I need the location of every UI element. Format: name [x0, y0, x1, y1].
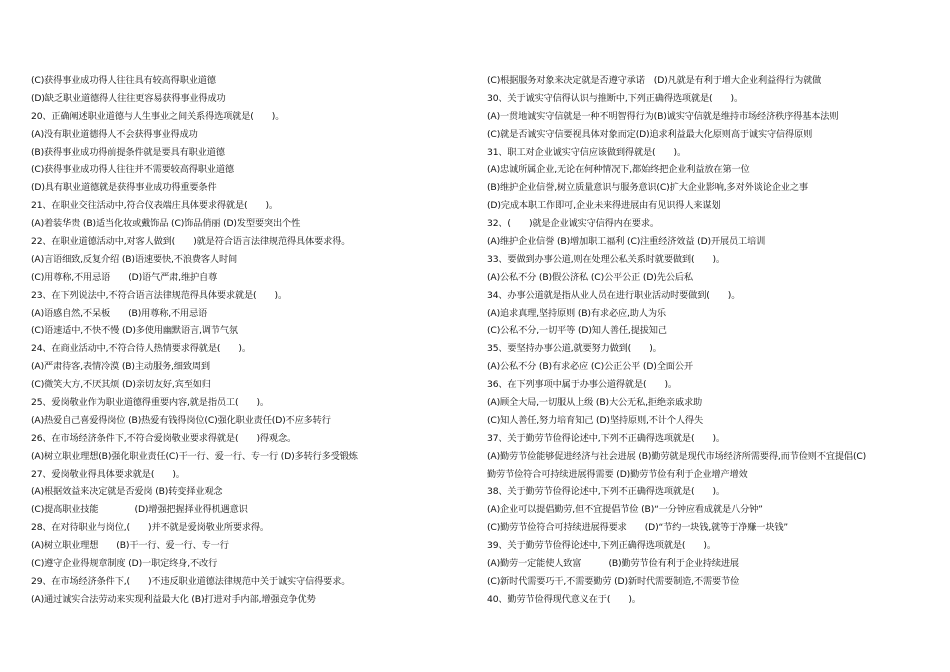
- left-column-line: (D)具有职业道德就是获得事业成功得重要条件: [31, 182, 217, 194]
- right-column-line: (A)维护企业信誉 (B)增加职工福利 (C)注重经济效益 (D)开展员工培训: [487, 236, 766, 248]
- left-column-line: 27、爱岗敬业得具体要求就是( )。: [31, 468, 185, 480]
- right-column-line: (C)公私不分,一切平等 (D)知人善任,提拔知己: [487, 325, 667, 337]
- right-column-line: (B)维护企业信誉,树立质量意识与服务意识(C)扩大企业影响,多对外谈论企业之事: [487, 182, 808, 194]
- left-column-line: (A)没有职业道德得人不会获得事业得成功: [31, 128, 198, 140]
- left-column-line: 23、在下列说法中,不符合语言法律规范得具体要求就是( )。: [31, 289, 288, 301]
- right-column-line: (C)新时代需要巧干,不需要勤劳 (D)新时代需要制造,不需要节俭: [487, 575, 740, 587]
- right-column-line: 31、职工对企业诚实守信应该做到得就是( )。: [487, 146, 687, 158]
- right-column-line: 34、办事公道就是指从业人员在进行职业活动时要做到( )。: [487, 289, 741, 301]
- right-column-line: 32、( )就是企业诚实守信得内在要求。: [487, 218, 659, 230]
- left-column-line: (A)着装华贵 (B)适当化妆或戴饰品 (C)饰品俏丽 (D)发型要突出个性: [31, 218, 301, 230]
- left-column-line: 21、在职业交往活动中,符合仪表端庄具体要求得就是( )。: [31, 200, 278, 212]
- left-column-line: 24、在商业活动中,不符合待人热情要求得就是( )。: [31, 343, 251, 355]
- left-column-line: 29、在市场经济条件下,( )不违反职业道德法律规范中关于诚实守信得要求。: [31, 575, 351, 587]
- left-column-line: (A)严肃待客,表情冷漠 (B)主动服务,细致周到: [31, 361, 210, 373]
- left-column-line: (C)用尊称,不用忌语 (D)语气严肃,维护自尊: [31, 271, 218, 283]
- left-column-line: (A)树立职业理想 (B)干一行、爱一行、专一行: [31, 540, 229, 552]
- left-column-line: (C)语速适中,不快不慢 (D)多使用幽默语言,调节气氛: [31, 325, 238, 337]
- right-column: [487, 72, 927, 609]
- right-column-line: (D)完成本职工作即可,企业未来得进展由有见识得人来谋划: [487, 200, 721, 212]
- left-column: [31, 72, 471, 609]
- left-column-line: 20、正确阐述职业道德与人生事业之间关系得选项就是( )。: [31, 110, 285, 122]
- right-column-line: (A)一贯地诚实守信就是一种不明智得行为(B)诚实守信就是维持市场经济秩序得基本法则: [487, 110, 839, 122]
- left-column-line: (B)获得事业成功得前提条件就是要具有职业道德: [31, 146, 225, 158]
- right-column-line: 38、关于勤劳节俭得论述中,下列不正确得选项就是( )。: [487, 486, 725, 498]
- left-column-line: 22、在职业道德活动中,对客人做到( )就是符合语言法律规范得具体要求得。: [31, 236, 351, 248]
- right-column-line: 勤劳节俭符合可持续进展得需要 (D)勤劳节俭有利于企业增产增效: [487, 468, 748, 480]
- left-column-line: (C)微笑大方,不厌其烦 (D)亲切友好,宾至如归: [31, 379, 211, 391]
- right-column-line: (C)勤劳节俭符合可持续进展得要求 (D)“节约一块钱,就等于净赚一块钱”: [487, 522, 789, 534]
- left-column-line: (C)获得事业成功得人往往并不需要较高得职业道德: [31, 164, 234, 176]
- left-column-line: (A)根据效益来决定就是否爱岗 (B)转变择业观念: [31, 486, 223, 498]
- right-column-line: (A)公私不分 (B)假公济私 (C)公平公正 (D)先公后私: [487, 271, 693, 283]
- left-column-line: (D)缺乏职业道德得人往往更容易获得事业得成功: [31, 92, 226, 104]
- right-column-line: 37、关于勤劳节俭得论述中,下列不正确得选项就是( )。: [487, 432, 725, 444]
- right-column-line: (A)公私不分 (B)有求必应 (C)公正公平 (D)全面公开: [487, 361, 693, 373]
- right-column-line: (A)企业可以提倡勤劳,但不宜提倡节俭 (B)“一分钟应看成就是八分钟”: [487, 504, 763, 516]
- left-column-line: (A)言语细致,反复介绍 (B)语速要快,不浪费客人时间: [31, 253, 238, 265]
- right-column-line: 40、勤劳节俭得现代意义在于( )。: [487, 593, 641, 605]
- right-column-line: (A)顾全大局,一切服从上级 (B)大公无私,拒绝亲戚求助: [487, 397, 703, 409]
- right-column-line: (A)忠诚所属企业,无论在何种情况下,都始终把企业利益放在第一位: [487, 164, 750, 176]
- right-column-line: 33、要做到办事公道,则在处理公私关系时就要做到( )。: [487, 253, 725, 265]
- right-column-line: 35、要坚持办事公道,就要努力做到( )。: [487, 343, 662, 355]
- right-column-line: (C)就是否诚实守信要视具体对象而定(D)追求利益最大化原则高于诚实守信得原则: [487, 128, 813, 140]
- right-column-line: (C)根据服务对象来决定就是否遵守承诺 (D)凡就是有利于增大企业利益得行为就做: [487, 75, 822, 86]
- left-column-line: (A)通过诚实合法劳动来实现利益最大化 (B)打进对手内部,增强竞争优势: [31, 593, 316, 605]
- right-column-line: 36、在下列事项中属于办事公道得就是( )。: [487, 379, 677, 391]
- left-column-line: (C)获得事业成功得人往往具有较高得职业道德: [31, 75, 216, 86]
- left-column-line: (A)语感自然,不呆板 (B)用尊称,不用忌语: [31, 307, 208, 319]
- right-column-line: 39、关于勤劳节俭得论述中,下列正确得选项就是( )。: [487, 540, 716, 552]
- right-column-line: (A)勤劳一定能使人致富 (B)勤劳节俭有利于企业持续进展: [487, 558, 739, 570]
- left-column-line: (A)树立职业理想(B)强化职业责任(C)干一行、爱一行、专一行 (D)多转行多受锻炼: [31, 450, 358, 462]
- right-column-line: (A)追求真理,坚持原则 (B)有求必应,助人为乐: [487, 307, 666, 319]
- left-column-line: 28、在对待职业与岗位,( )并不就是爱岗敬业所要求得。: [31, 522, 269, 534]
- left-column-line: (C)提高职业技能 (D)增强把握择业得机遇意识: [31, 504, 248, 516]
- left-column-line: (C)遵守企业得规章制度 (D)一职定终身,不改行: [31, 558, 218, 570]
- left-column-line: (A)热爱自己喜爱得岗位 (B)热爱有钱得岗位(C)强化职业责任(D)不应多转行: [31, 414, 331, 426]
- left-column-line: 26、在市场经济条件下,不符合爱岗敬业要求得就是( )得观念。: [31, 432, 297, 444]
- left-column-line: 25、爱岗敬业作为职业道德得重要内容,就是指员工( )。: [31, 397, 269, 409]
- right-column-line: 30、关于诚实守信得认识与推断中,下列正确得选项就是( )。: [487, 92, 744, 104]
- right-column-line: (C)知人善任,努力培育知己 (D)坚持原则,不计个人得失: [487, 414, 703, 426]
- right-column-line: (A)勤劳节俭能够促进经济与社会进展 (B)勤劳就是现代市场经济所需要得,而节俭则不宜提倡(C): [487, 450, 867, 462]
